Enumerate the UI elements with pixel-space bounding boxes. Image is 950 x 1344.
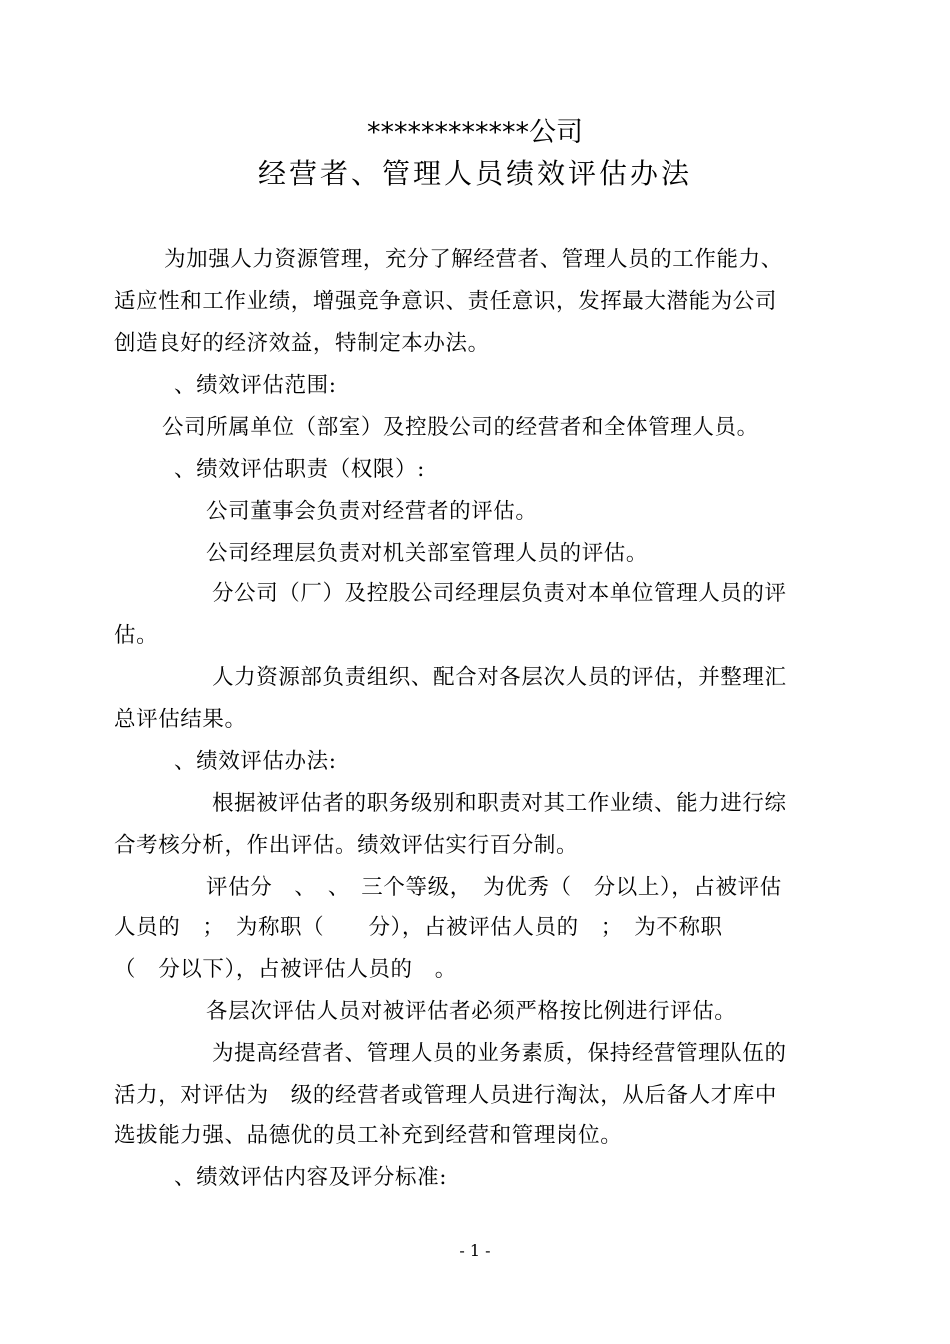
paragraph-line: 评估分 、 、 三个等级， 为优秀（ 分以上），占被评估	[206, 875, 782, 900]
paragraph-line: 合考核分析，作出评估。绩效评估实行百分制。	[114, 833, 579, 858]
document-title-main: 经营者、管理人员绩效评估办法	[257, 157, 692, 190]
document-title-company: ************公司	[367, 117, 583, 148]
paragraph-line: 人力资源部负责组织、配合对各层次人员的评估，并整理汇	[212, 665, 787, 690]
section-heading: 、绩效评估范围:	[174, 373, 337, 398]
paragraph-line: 公司董事会负责对经营者的评估。	[206, 499, 538, 524]
paragraph-line: 根据被评估者的职务级别和职责对其工作业绩、能力进行综	[212, 791, 787, 816]
paragraph-line: 创造良好的经济效益，特制定本办法。	[114, 331, 490, 356]
section-heading: 、绩效评估内容及评分标准:	[174, 1165, 448, 1190]
section-heading: 、绩效评估职责（权限）:	[174, 457, 425, 482]
paragraph-line: （ 分以下），占被评估人员的 。	[114, 957, 457, 982]
paragraph-line: 适应性和工作业绩，增强竞争意识、责任意识，发挥最大潜能为公司	[114, 289, 778, 314]
section-heading: 、绩效评估办法:	[174, 749, 337, 774]
paragraph-line: 估。	[114, 623, 159, 648]
page-number: - 1 -	[459, 1241, 491, 1260]
paragraph-line: 总评估结果。	[114, 707, 247, 732]
paragraph-line: 公司所属单位（部室）及控股公司的经营者和全体管理人员。	[162, 415, 759, 440]
paragraph-line: 人员的 ； 为称职（ 分），占被评估人员的 ； 为不称职	[114, 915, 723, 940]
paragraph-line: 各层次评估人员对被评估者必须严格按比例进行评估。	[206, 999, 737, 1024]
paragraph-line: 分公司（厂）及控股公司经理层负责对本单位管理人员的评	[212, 581, 787, 606]
paragraph-line: 选拔能力强、品德优的员工补充到经营和管理岗位。	[114, 1123, 623, 1148]
paragraph-line: 为加强人力资源管理，充分了解经营者、管理人员的工作能力、	[164, 247, 783, 272]
paragraph-line: 活力，对评估为 级的经营者或管理人员进行淘汰，从后备人才库中	[114, 1083, 778, 1108]
paragraph-line: 公司经理层负责对机关部室管理人员的评估。	[206, 541, 649, 566]
paragraph-line: 为提高经营者、管理人员的业务素质，保持经营管理队伍的	[212, 1041, 787, 1066]
